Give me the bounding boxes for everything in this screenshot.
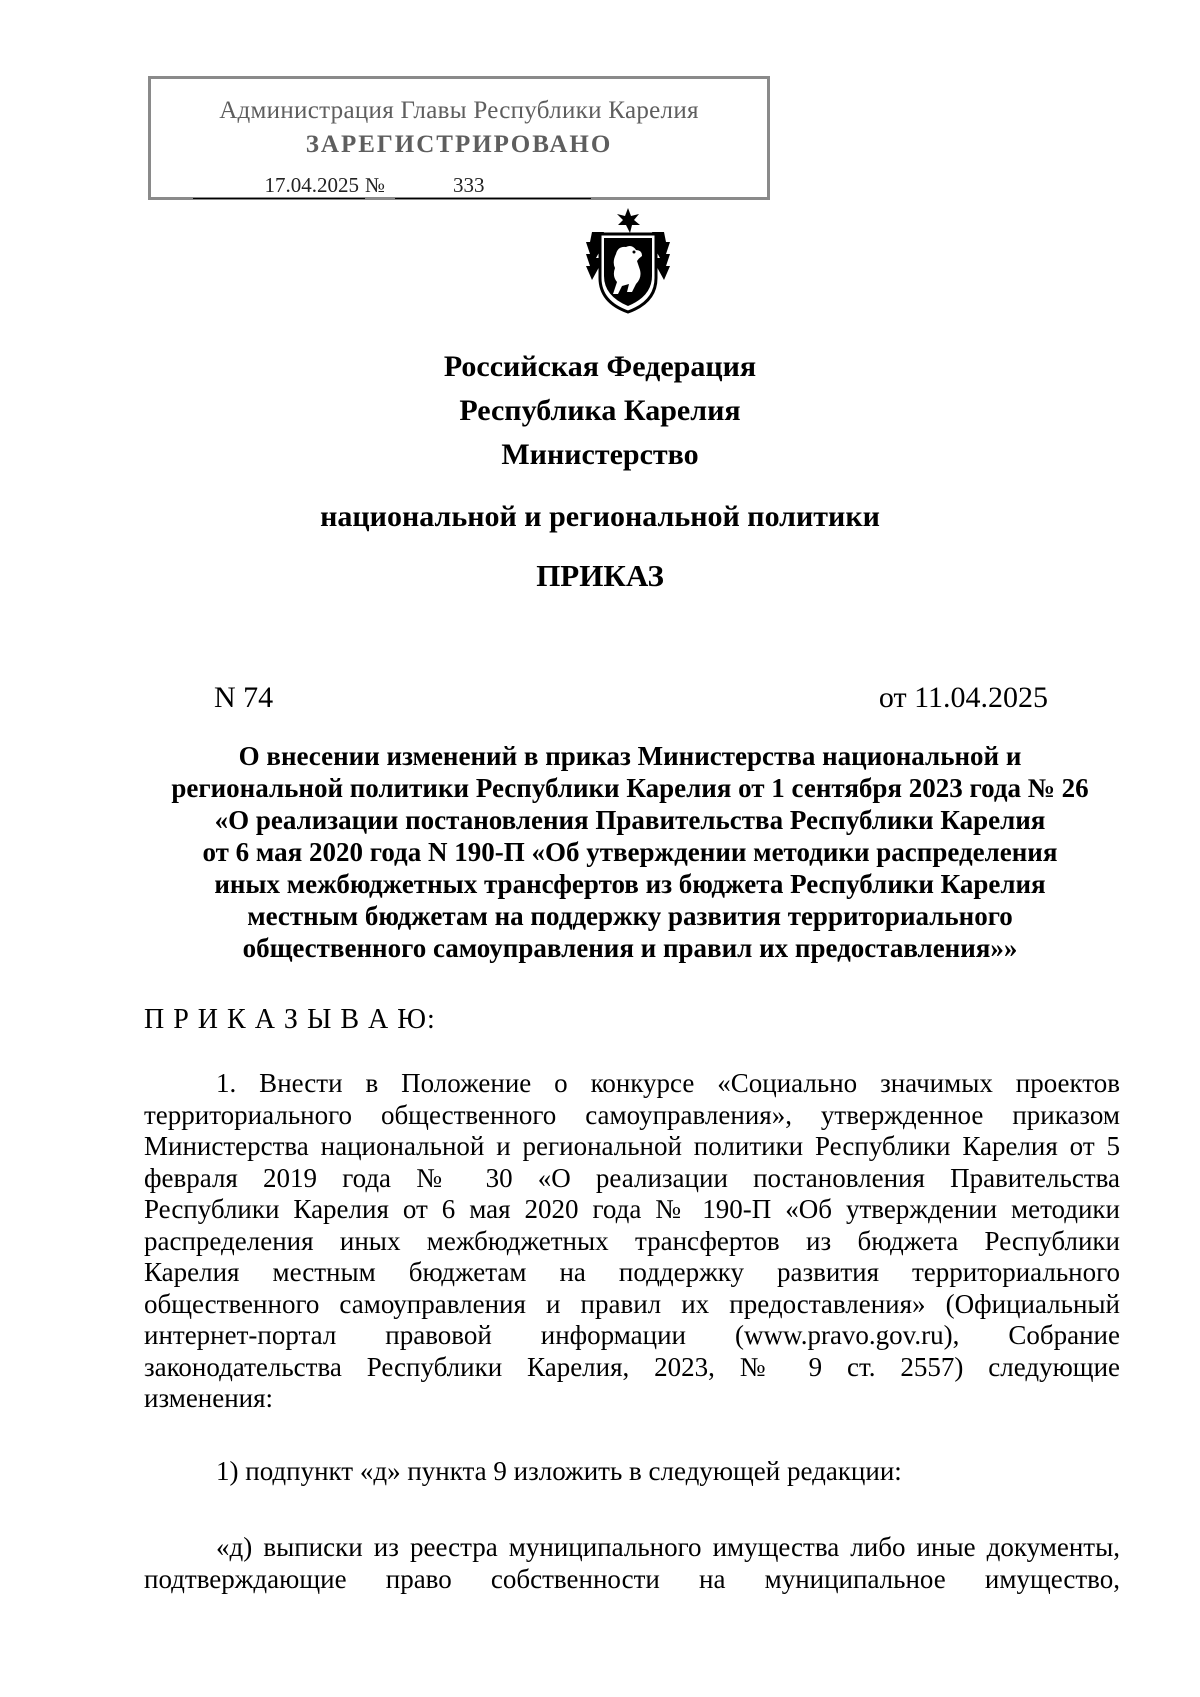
- stamp-number-label: №: [365, 173, 386, 197]
- paragraph-line: распределения иных межбюджетных трансфертов из бюджета Республики: [144, 1225, 1120, 1256]
- order-directive: П Р И К А З Ы В А Ю:: [144, 1004, 436, 1035]
- paragraph-line: территориального общественного самоуправления», утвержденное приказом: [144, 1099, 1120, 1130]
- paragraph-line: подтверждающие право собственности на муниципальное имущество,: [144, 1563, 1120, 1594]
- stamp-date: 17.04.2025: [193, 173, 365, 199]
- document-type: ПРИКАЗ: [536, 558, 664, 593]
- paragraph-line: 1) подпункт «д» пункта 9 изложить в следующей редакции:: [216, 1456, 902, 1486]
- stamp-registration-row: [193, 173, 591, 199]
- paragraph-line: 1. Внести в Положение о конкурсе «Социально значимых проектов: [216, 1068, 1120, 1098]
- subject-line: общественного самоуправления и правил их предоставления»»: [242, 933, 1018, 963]
- stamp-number: 333: [395, 173, 591, 199]
- paragraph-line: февраля 2019 года № 30 «О реализации постановления Правительства: [144, 1162, 1120, 1193]
- header-country: Российская Федерация: [443, 350, 757, 383]
- subject-line: иных межбюджетных трансфертов из бюджета Республики Карелия: [214, 869, 1046, 899]
- subject-line: местным бюджетам на поддержку развития территориального: [247, 901, 1013, 931]
- paragraph-1: [144, 1068, 1120, 1415]
- header-ministry: Министерство: [501, 438, 699, 471]
- order-date: от 11.04.2025: [878, 681, 1048, 714]
- paragraph-line: Министерства национальной и региональной политики Республики Карелия от 5: [144, 1131, 1120, 1161]
- paragraph-line: интернет-портал правовой информации (www.pravo.gov.ru), Собрание: [144, 1320, 1120, 1350]
- paragraph-line: общественного самоуправления и правил их предоставления» (Официальный: [144, 1288, 1120, 1319]
- paragraph-line: Карелия местным бюджетам на поддержку развития территориального: [144, 1257, 1120, 1287]
- header-ministry-full: национальной и региональной политики: [320, 500, 880, 533]
- stamp-status: ЗАРЕГИСТРИРОВАНО: [305, 131, 613, 158]
- stamp-authority: Администрация Главы Республики Карелия: [219, 97, 699, 124]
- subject-line: О внесении изменений в приказ Министерства национальной и: [238, 741, 1022, 771]
- paragraph-3: [144, 1532, 1120, 1595]
- subject-line: «О реализации постановления Правительства Республики Карелия: [214, 805, 1046, 835]
- header-republic: Республика Карелия: [459, 394, 741, 427]
- paragraph-line: Республики Карелия от 6 мая 2020 года № 190-П «Об утверждении методики: [144, 1194, 1120, 1224]
- order-number: N 74: [214, 681, 274, 714]
- paragraph-line: изменения:: [144, 1383, 274, 1413]
- karelia-coat-of-arms-icon: [582, 206, 674, 316]
- paragraph-line: «д) выписки из реестра муниципального имущества либо иные документы,: [216, 1532, 1120, 1562]
- subject-line: от 6 мая 2020 года N 190-П «Об утверждении методики распределения: [202, 837, 1058, 867]
- order-subject: [140, 740, 1120, 964]
- paragraph-2: [144, 1456, 1120, 1488]
- subject-line: региональной политики Республики Карелия от 1 сентября 2023 года № 26: [171, 773, 1089, 803]
- paragraph-line: законодательства Республики Карелия, 2023, № 9 ст. 2557) следующие: [144, 1351, 1120, 1382]
- registration-stamp: [148, 76, 770, 200]
